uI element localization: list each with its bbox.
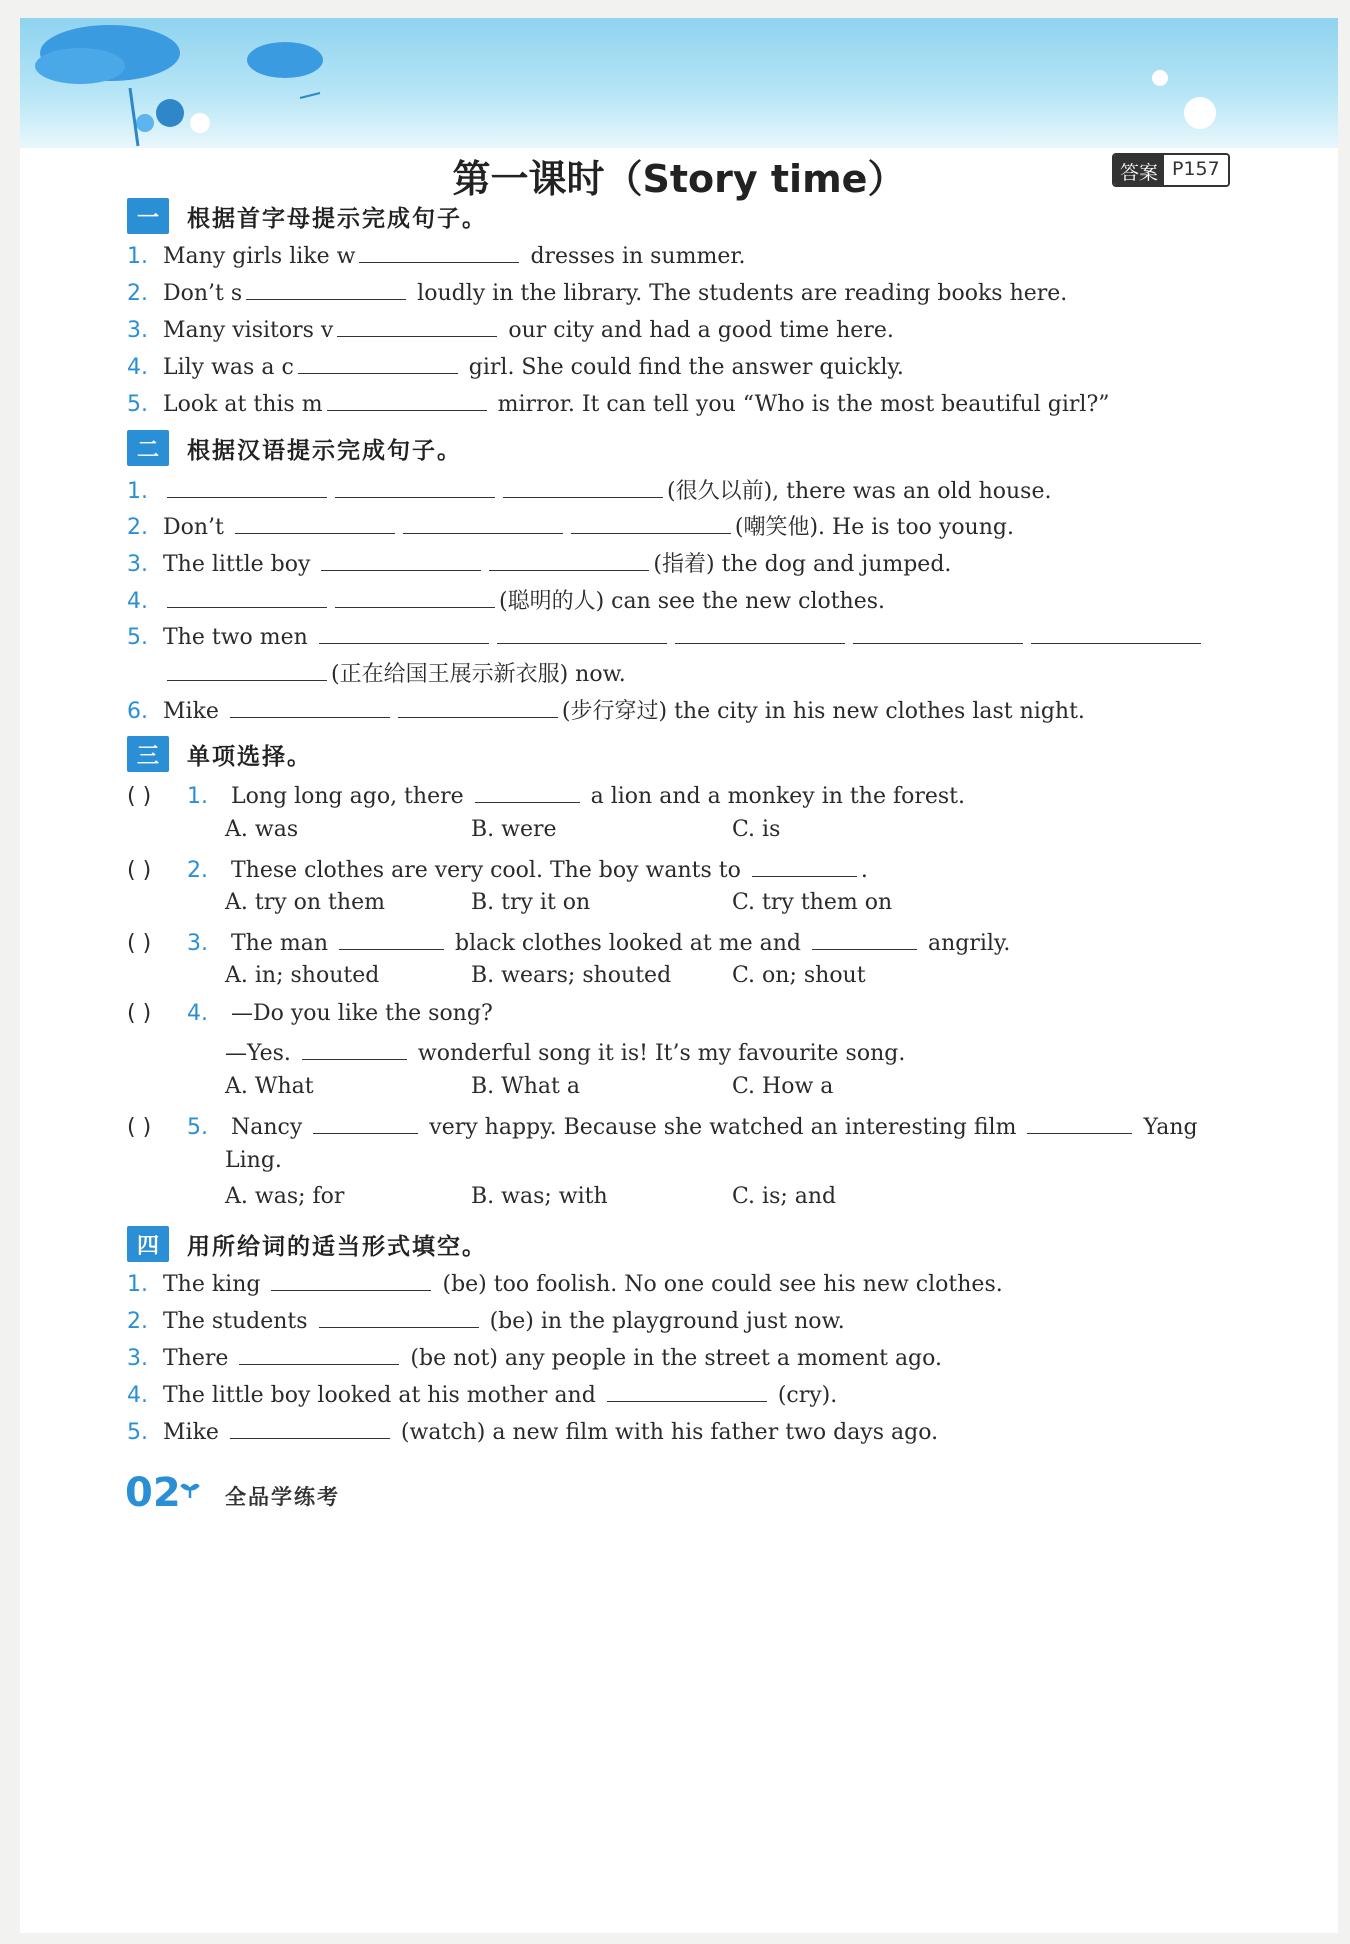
answer-blank[interactable] bbox=[1031, 621, 1201, 644]
s2-item-1: 1. (很久以前), there was an old house. bbox=[127, 474, 1267, 505]
answer-blank[interactable] bbox=[167, 475, 327, 498]
answer-blank[interactable] bbox=[167, 585, 327, 608]
s3-question-4: ( ) 4. —Do you like the song? bbox=[127, 1001, 493, 1026]
answer-blank[interactable] bbox=[335, 585, 495, 608]
answer-blank[interactable] bbox=[230, 1416, 390, 1439]
s2-item-5-cont: (正在给国王展示新衣服) now. bbox=[127, 657, 1267, 688]
answer-blank[interactable] bbox=[403, 511, 563, 534]
answer-blank[interactable] bbox=[497, 621, 667, 644]
answer-blank[interactable] bbox=[853, 621, 1023, 644]
s3-question-2: ( ) 2. These clothes are very cool. The boy wants to . bbox=[127, 854, 1267, 883]
section-1-number: 一 bbox=[127, 198, 169, 234]
page-title: 第一课时（Story time） bbox=[452, 157, 906, 201]
s2-item-5: 5. The two men bbox=[127, 621, 1267, 650]
s3-q3-option-b[interactable]: B. wears; shouted bbox=[471, 963, 672, 988]
s4-item-4: 4. The little boy looked at his mother and (cry). bbox=[127, 1379, 1267, 1408]
answer-blank bbox=[313, 1111, 418, 1134]
answer-blank[interactable] bbox=[675, 621, 845, 644]
answer-blank[interactable] bbox=[319, 1305, 479, 1328]
answer-blank[interactable] bbox=[607, 1379, 767, 1402]
s1-item-1: 1. Many girls like w dresses in summer. bbox=[127, 240, 1267, 269]
s3-q1-option-a[interactable]: A. was bbox=[225, 817, 299, 842]
answer-blank[interactable] bbox=[327, 388, 487, 411]
s3-q4-line-2: —Yes. wonderful song it is! It’s my favourite song. bbox=[225, 1037, 905, 1066]
answer-blank[interactable] bbox=[359, 240, 519, 263]
s1-item-5: 5. Look at this m mirror. It can tell you “Who is the most beautiful girl?” bbox=[127, 388, 1267, 417]
answer-blank[interactable] bbox=[503, 475, 663, 498]
section-1-header bbox=[127, 198, 487, 234]
s3-q3-option-c[interactable]: C. on; shout bbox=[732, 963, 866, 988]
s3-q5-option-b[interactable]: B. was; with bbox=[471, 1184, 608, 1209]
section-3-header bbox=[127, 736, 312, 772]
s3-q5-option-a[interactable]: A. was; for bbox=[225, 1184, 345, 1209]
publisher-brand: 全品学练考 bbox=[225, 1485, 340, 1509]
s1-item-2: 2. Don’t s loudly in the library. The students are reading books here. bbox=[127, 277, 1267, 306]
s3-question-5: ( ) 5. Nancy very happy. Because she watched an interesting film Yang bbox=[127, 1111, 1267, 1140]
section-2-title: 根据汉语提示完成句子。 bbox=[187, 437, 462, 464]
answer-blank[interactable] bbox=[298, 351, 458, 374]
answer-blank[interactable] bbox=[321, 548, 481, 571]
answer-blank[interactable] bbox=[335, 475, 495, 498]
answer-blank[interactable] bbox=[239, 1342, 399, 1365]
answer-blank[interactable] bbox=[319, 621, 489, 644]
decorative-banner bbox=[20, 18, 1338, 148]
s3-question-1: ( ) 1. Long long ago, there a lion and a monkey in the forest. bbox=[127, 780, 1267, 809]
s3-q5-line-2: Ling. bbox=[225, 1148, 282, 1173]
answer-blank bbox=[752, 854, 857, 877]
s2-item-3: 3. The little boy (指着) the dog and jumped. bbox=[127, 547, 1267, 578]
s3-q2-option-c[interactable]: C. try them on bbox=[732, 890, 893, 915]
section-1-title: 根据首字母提示完成句子。 bbox=[187, 205, 487, 232]
answer-blank[interactable] bbox=[230, 695, 390, 718]
answer-blank bbox=[339, 927, 444, 950]
s1-item-4: 4. Lily was a c girl. She could find the answer quickly. bbox=[127, 351, 1267, 380]
s2-item-2: 2. Don’t (嘲笑他). He is too young. bbox=[127, 510, 1267, 541]
s3-q4-option-a[interactable]: A. What bbox=[225, 1074, 314, 1099]
answer-bracket[interactable]: ( ) bbox=[127, 858, 152, 883]
answer-blank[interactable] bbox=[489, 548, 649, 571]
s3-q3-option-a[interactable]: A. in; shouted bbox=[225, 963, 380, 988]
section-3-number: 三 bbox=[127, 736, 169, 772]
s4-item-5: 5. Mike (watch) a new film with his father two days ago. bbox=[127, 1416, 1267, 1445]
answer-bracket[interactable]: ( ) bbox=[127, 1115, 152, 1140]
s4-item-3: 3. There (be not) any people in the street a moment ago. bbox=[127, 1342, 1267, 1371]
answer-blank bbox=[1027, 1111, 1132, 1134]
answer-blank bbox=[302, 1037, 407, 1060]
section-4-header bbox=[127, 1226, 487, 1262]
s4-item-2: 2. The students (be) in the playground just now. bbox=[127, 1305, 1267, 1334]
answer-blank[interactable] bbox=[246, 277, 406, 300]
answer-bracket[interactable]: ( ) bbox=[127, 784, 152, 809]
answer-blank bbox=[475, 780, 580, 803]
section-2-number: 二 bbox=[127, 430, 169, 466]
answer-blank[interactable] bbox=[271, 1268, 431, 1291]
section-4-number: 四 bbox=[127, 1226, 169, 1262]
s3-q2-option-a[interactable]: A. try on them bbox=[225, 890, 385, 915]
answer-blank[interactable] bbox=[167, 658, 327, 681]
answer-page: P157 bbox=[1164, 155, 1228, 185]
s3-q4-option-c[interactable]: C. How a bbox=[732, 1074, 834, 1099]
s2-item-6: 6. Mike (步行穿过) the city in his new clothes last night. bbox=[127, 694, 1267, 725]
worksheet-page bbox=[20, 18, 1338, 1933]
page-number: 02 bbox=[125, 1470, 181, 1516]
answer-blank[interactable] bbox=[235, 511, 395, 534]
s3-q2-option-b[interactable]: B. try it on bbox=[471, 890, 591, 915]
answer-bracket[interactable]: ( ) bbox=[127, 931, 152, 956]
answer-label: 答案 bbox=[1114, 155, 1164, 185]
answer-bracket[interactable]: ( ) bbox=[127, 1001, 152, 1026]
answer-reference-badge bbox=[1112, 153, 1230, 187]
section-2-header bbox=[127, 430, 462, 466]
s3-q4-option-b[interactable]: B. What a bbox=[471, 1074, 581, 1099]
banner-illustration bbox=[20, 18, 1338, 148]
leaf-icon bbox=[180, 1480, 200, 1500]
s1-item-3: 3. Many visitors v our city and had a good time here. bbox=[127, 314, 1267, 343]
s3-q1-option-c[interactable]: C. is bbox=[732, 817, 781, 842]
s3-question-3: ( ) 3. The man black clothes looked at me and angrily. bbox=[127, 927, 1267, 956]
answer-blank[interactable] bbox=[337, 314, 497, 337]
answer-blank[interactable] bbox=[398, 695, 558, 718]
s3-q1-option-b[interactable]: B. were bbox=[471, 817, 557, 842]
s4-item-1: 1. The king (be) too foolish. No one could see his new clothes. bbox=[127, 1268, 1267, 1297]
s3-q5-option-c[interactable]: C. is; and bbox=[732, 1184, 837, 1209]
section-4-title: 用所给词的适当形式填空。 bbox=[187, 1233, 487, 1260]
s2-item-4: 4. (聪明的人) can see the new clothes. bbox=[127, 584, 1267, 615]
section-3-title: 单项选择。 bbox=[187, 743, 312, 770]
answer-blank bbox=[812, 927, 917, 950]
answer-blank[interactable] bbox=[571, 511, 731, 534]
